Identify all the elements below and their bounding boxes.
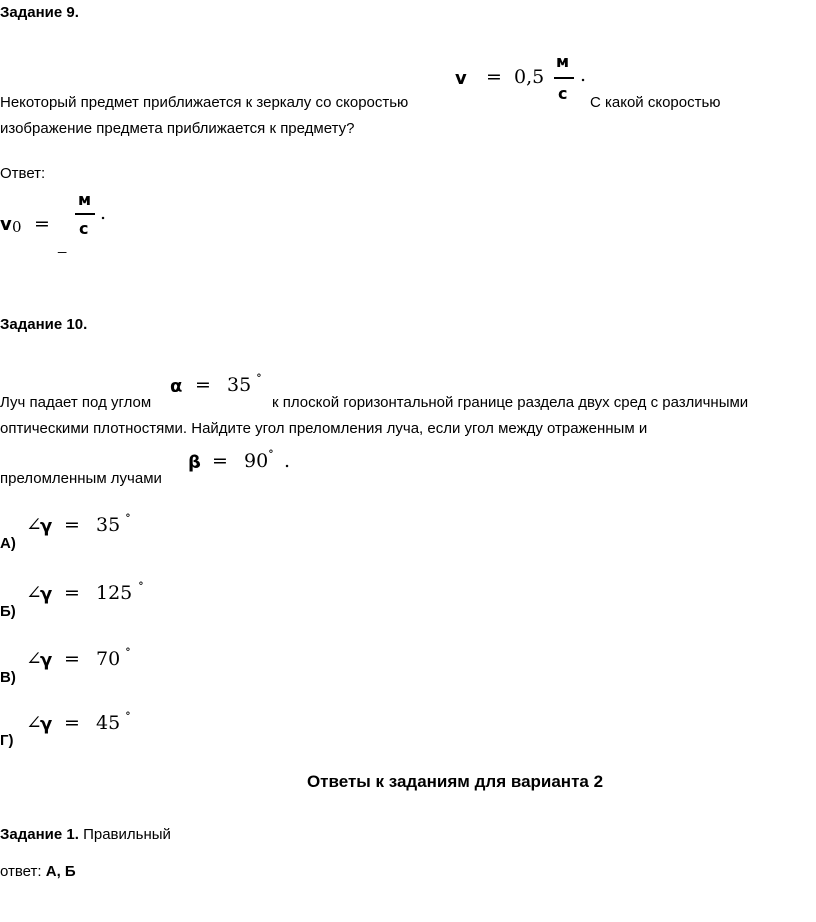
answer-prefix: ответ: — [0, 863, 42, 880]
answer-label: Ответ: — [0, 165, 46, 182]
answer-period: . — [100, 202, 107, 224]
answers-task1-text: Правильный — [83, 826, 171, 843]
option-degree: ∘ — [138, 576, 144, 590]
answers-task1-answer — [0, 863, 76, 880]
beta-eq: = — [212, 450, 228, 472]
answers-task1 — [0, 826, 171, 843]
alpha-degree: ∘ — [256, 368, 262, 382]
gamma-var: γ — [40, 584, 53, 605]
option-label: А) — [0, 535, 16, 552]
task9-text-line1: Некоторый предмет приближается к зеркалу со скоростью — [0, 94, 409, 111]
option-label: Г) — [0, 732, 14, 749]
task9-title: Задание 9. — [0, 4, 79, 21]
beta-degree: ∘ — [268, 444, 274, 458]
answer-var: v — [0, 214, 12, 235]
formula-speed-value: 0,5 — [514, 66, 545, 88]
angle-symbol: ∠ — [26, 712, 42, 734]
option-value: 70 — [96, 648, 121, 670]
task9-text-line2: изображение предмета приближается к предмету? — [0, 120, 355, 137]
answer-unit-numerator: м — [78, 190, 92, 209]
answers-heading: Ответы к заданиям для варианта 2 — [306, 772, 604, 791]
option-degree: ∘ — [125, 706, 131, 720]
option-eq: = — [64, 648, 80, 670]
task10-text-line2: оптическими плотностями. Найдите угол преломления луча, если угол между отраженным и — [0, 420, 648, 437]
alpha-var: α — [170, 376, 183, 397]
fraction-line — [554, 77, 574, 79]
unit-numerator: м — [556, 52, 570, 71]
answer-unit-denominator: с — [79, 219, 89, 238]
alpha-value: 35 — [227, 374, 252, 396]
task9-text-after: С какой скоростью — [590, 94, 721, 111]
formula-speed-var: v — [455, 68, 467, 89]
answer-blank: _ — [58, 237, 67, 254]
answer-subscript: 0 — [12, 218, 22, 236]
beta-period: . — [284, 450, 291, 472]
option-eq: = — [64, 582, 80, 604]
option-value: 35 — [96, 514, 121, 536]
answer-eq: = — [34, 213, 50, 235]
answers-task1-title: Задание 1. — [0, 826, 79, 843]
option-degree: ∘ — [125, 642, 131, 656]
beta-value: 90 — [244, 450, 269, 472]
angle-symbol: ∠ — [26, 514, 42, 536]
gamma-var: γ — [40, 714, 53, 735]
option-label: Б) — [0, 603, 16, 620]
task10-text-line1-end: к плоской горизонтальной границе раздела двух сред с различными — [272, 394, 749, 411]
angle-symbol: ∠ — [26, 648, 42, 670]
option-eq: = — [64, 514, 80, 536]
alpha-eq: = — [195, 374, 211, 396]
gamma-var: γ — [40, 516, 53, 537]
gamma-var: γ — [40, 650, 53, 671]
formula-speed-period: . — [580, 64, 587, 86]
task10-text-line3: преломленным лучами — [0, 470, 162, 487]
answer-fraction-line — [75, 213, 95, 215]
formula-speed-eq: = — [486, 66, 502, 88]
option-eq: = — [64, 712, 80, 734]
beta-var: β — [188, 452, 201, 473]
task10-text-line1-start: Луч падает под углом — [0, 394, 152, 411]
task10-title: Задание 10. — [0, 316, 88, 333]
option-degree: ∘ — [125, 508, 131, 522]
option-label: В) — [0, 669, 16, 686]
option-value: 45 — [96, 712, 121, 734]
angle-symbol: ∠ — [26, 582, 42, 604]
unit-denominator: с — [558, 84, 568, 103]
option-value: 125 — [96, 582, 133, 604]
answer-value: А, Б — [45, 863, 76, 880]
